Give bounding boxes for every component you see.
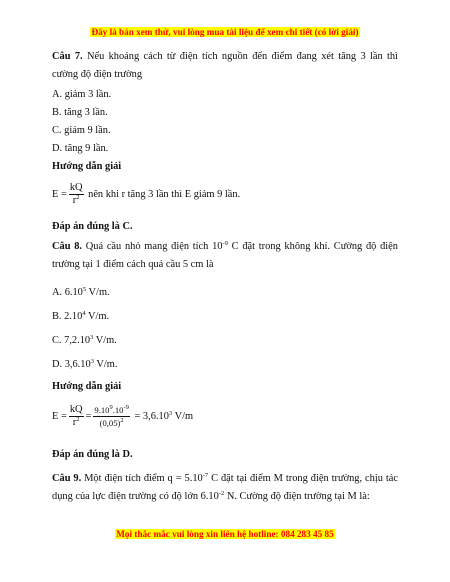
q7-formula: E = $\frac{kQ}{r^2}$ nên khi r tăng 3 lần thì E giảm 9 lần. <box>52 182 241 206</box>
question-8-label: Câu 8. <box>52 241 83 252</box>
question-7-text: Nếu khoảng cách từ điện tích nguồn đến điểm đang xét tăng 3 lần thì cường độ điện trường <box>52 51 398 80</box>
question-7 <box>52 48 398 84</box>
q8-option-d: D. 3,6.10$^3$ V/m. <box>52 358 118 370</box>
preview-notice-banner: Đây là bản xem thử, vui lòng mua tài liệu để xem chi tiết (có lời giải) <box>91 27 359 37</box>
question-7-label: Câu 7. <box>52 51 83 62</box>
q7-option-d: D. tăng 9 lần. <box>52 143 109 154</box>
q7-answer: Đáp án đúng là C. <box>52 221 133 232</box>
q7-fraction: $\frac{kQ}{r^2}$ <box>69 182 83 206</box>
q8-formula: E = $\frac{kQ}{r^2}$ = $\frac{9.10^9.10^{-9}}{(0,05)^2}$ = $3,6.10^3$ V/m <box>52 404 194 428</box>
hotline-banner: Mọi thắc mắc vui lòng xin liên hệ hotline: 084 283 45 85 <box>116 529 334 539</box>
question-9-label: Câu 9. <box>52 473 82 484</box>
question-8: Câu 8. Quả cầu nhỏ mang điện tích $10^{-9}$ C đặt trong không khí. Cường độ điện trường tại 1 điểm cách quả cầu 5 cm là <box>52 240 398 270</box>
q8-option-c: C. 7,2.10$^3$ V/m. <box>52 334 117 346</box>
q7-option-a: A. giảm 3 lần. <box>52 89 112 100</box>
q8-fraction-1: $\frac{kQ}{r^2}$ <box>69 404 83 428</box>
question-9: Câu 9. Một điện tích điểm $q = 5.10^{-7}$ C đặt tại điểm M trong điện trường, chịu tác dụng của lực điện trường có độ lớn $6.10^{-2}$ N. Cường độ điện trường tại M là: <box>52 472 398 502</box>
q8-answer: Đáp án đúng là D. <box>52 449 133 460</box>
q7-option-c: C. giảm 9 lần. <box>52 125 111 136</box>
q8-guide-title: Hướng dẫn giải <box>52 381 122 392</box>
q8-option-a: A. 6.10$^5$ V/m. <box>52 286 110 298</box>
q7-option-b: B. tăng 3 lần. <box>52 107 108 118</box>
q8-option-b: B. 2.10$^4$ V/m. <box>52 310 110 322</box>
q8-fraction-2: $\frac{9.10^9.10^{-9}}{(0,05)^2}$ <box>94 404 129 428</box>
q7-guide-title: Hướng dẫn giải <box>52 161 122 172</box>
